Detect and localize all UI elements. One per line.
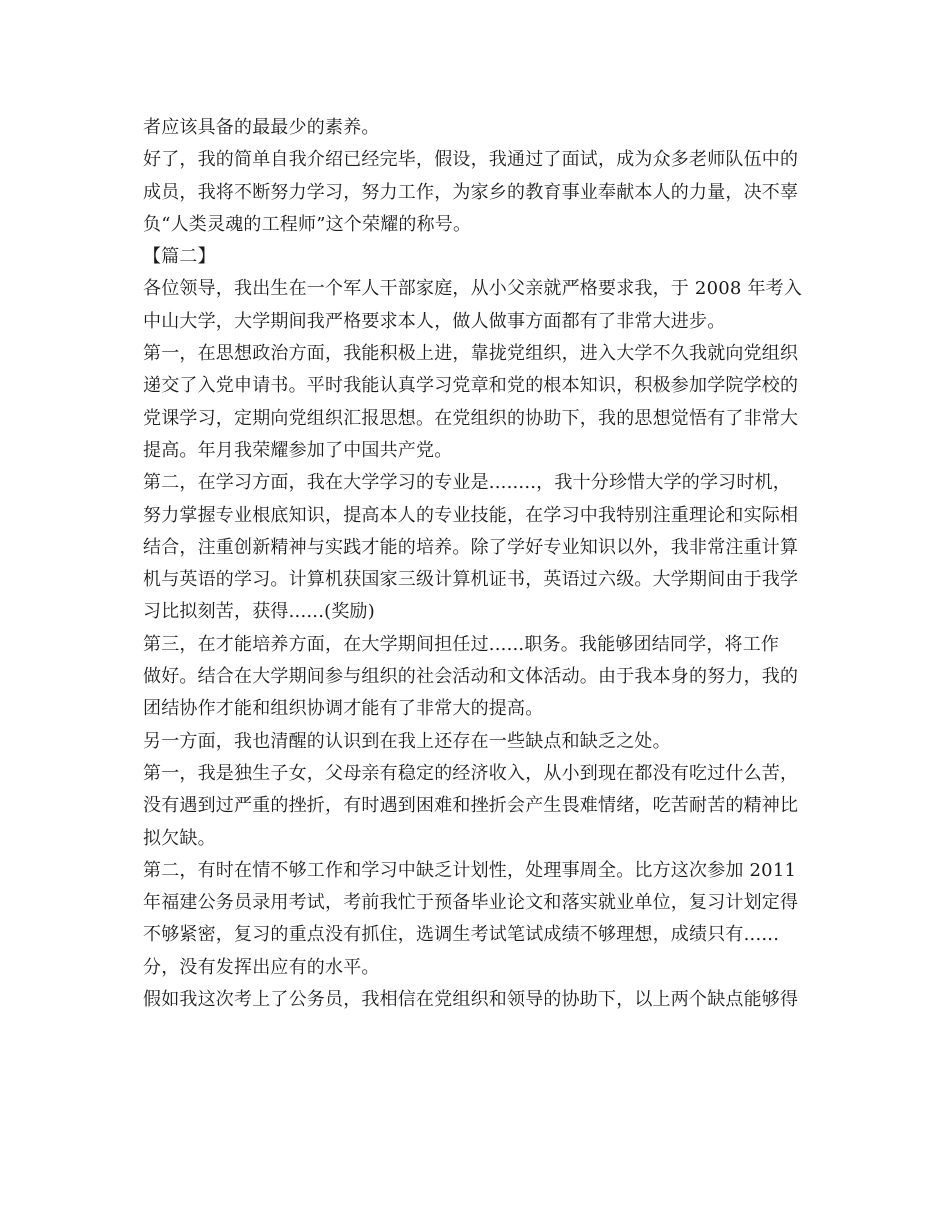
- text-line: 另一方面，我也清醒的认识到在我上还存在一些缺点和缺乏之处。: [143, 730, 671, 752]
- text-line: 负“人类灵魂的工程师”这个荣耀的称号。: [143, 213, 472, 235]
- text-line: 第三，在才能培养方面，在大学期间担任过......职务。我能够团结同学，将工作: [143, 633, 780, 655]
- text-line: 提高。年月我荣耀参加了中国共产党。: [143, 439, 453, 461]
- text-line: 假如我这次考上了公务员，我相信在党组织和领导的协助下，以上两个缺点能够得: [143, 989, 799, 1011]
- text-line: 好了，我的简单自我介绍已经完毕，假设，我通过了面试，成为众多老师队伍中的: [143, 149, 799, 171]
- text-line: 结合，注重创新精神与实践才能的培养。除了学好专业知识以外，我非常注重计算: [143, 536, 799, 558]
- text-line: 努力掌握专业根底知识，提高本人的专业技能，在学习中我特别注重理论和实际相: [143, 504, 799, 526]
- text-line: 第一，我是独生子女，父母亲有稳定的经济收入，从小到现在都没有吃过什么苦，: [143, 762, 799, 784]
- text-line: 者应该具备的最最少的素养。: [143, 117, 380, 138]
- text-line: 团结协作才能和组织协调才能有了非常大的提高。: [143, 698, 544, 720]
- text-line: 习比拟刻苦，获得......(奖励): [143, 601, 375, 623]
- text-line: 没有遇到过严重的挫折，有时遇到困难和挫折会产生畏难情绪，吃苦耐苦的精神比: [143, 795, 799, 817]
- text-line: 分，没有发挥出应有的水平。: [143, 956, 380, 978]
- text-line: 做好。结合在大学期间参与组织的社会活动和文体活动。由于我本身的努力，我的: [143, 666, 799, 688]
- text-line: 第二，在学习方面，我在大学学习的专业是........，我十分珍惜大学的学习时机，: [143, 472, 791, 494]
- text-line: 党课学习，定期向党组织汇报思想。在党组织的协助下，我的思想觉悟有了非常大: [143, 407, 799, 429]
- section-heading: 【篇二】: [143, 246, 216, 268]
- text-line: 不够紧密，复习的重点没有抓住，选调生考试笔试成绩不够理想，成绩只有......: [143, 924, 780, 946]
- text-line: 第一，在思想政治方面，我能积极上进，靠拢党组织，进入大学不久我就向党组织: [143, 343, 799, 365]
- text-line: 拟欠缺。: [143, 827, 216, 849]
- document-page: [143, 112, 823, 1016]
- text-line: 各位领导，我出生在一个军人干部家庭，从小父亲就严格要求我，于 2008 年考入: [143, 278, 803, 300]
- text-line: 年福建公务员录用考试，考前我忙于预备毕业论文和落实就业单位，复习计划定得: [143, 892, 799, 914]
- text-line: 机与英语的学习。计算机获国家三级计算机证书，英语过六级。大学期间由于我学: [143, 569, 799, 591]
- text-line: 成员，我将不断努力学习，努力工作，为家乡的教育事业奉献本人的力量，决不辜: [143, 181, 799, 203]
- text-line: 递交了入党申请书。平时我能认真学习党章和党的根本知识，积极参加学院学校的: [143, 375, 799, 397]
- text-line: 第二，有时在情不够工作和学习中缺乏计划性，处理事周全。比方这次参加 2011: [143, 859, 797, 881]
- text-line: 中山大学，大学期间我严格要求本人，做人做事方面都有了非常大进步。: [143, 310, 726, 332]
